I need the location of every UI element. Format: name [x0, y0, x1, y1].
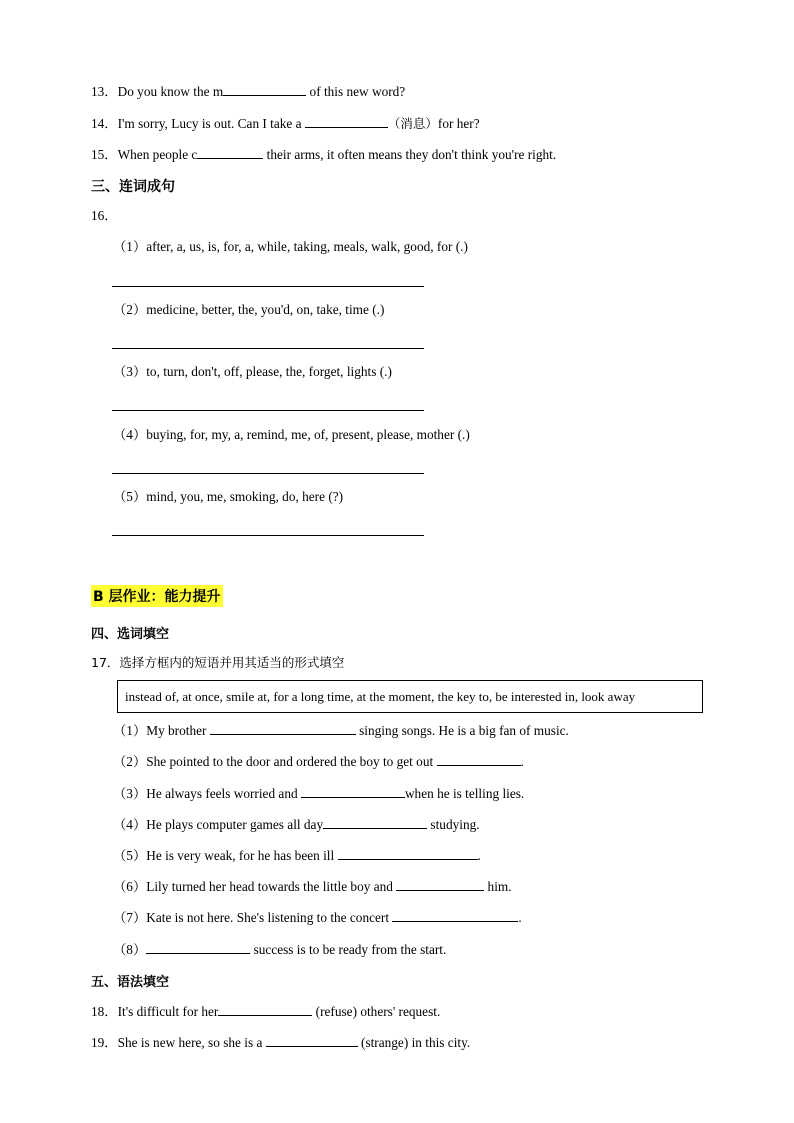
answer-blank[interactable] — [437, 752, 521, 766]
q14-text-after: for her? — [437, 116, 480, 131]
q18-text-after: (refuse) others' request. — [312, 1004, 441, 1019]
q19-text-before: 19．She is new here, so she is a — [91, 1035, 266, 1050]
question-18 — [91, 1002, 440, 1021]
q14-hint: （消息） — [387, 116, 438, 131]
question-17-prompt — [91, 654, 344, 672]
section-heading-5: 五、语法填空 — [91, 975, 170, 990]
q15-text-after: their arms, it often means they don't think you're right. — [263, 147, 557, 162]
q16-item-5: （5）mind, you, me, smoking, do, here (?) — [113, 489, 344, 504]
q17-text: 17．选择方框内的短语并用其适当的形式填空 — [91, 655, 345, 670]
q17-item-text: when he is telling lies. — [404, 786, 525, 801]
answer-blank[interactable] — [338, 846, 478, 860]
q17-item — [113, 846, 481, 865]
answer-blank[interactable] — [392, 908, 518, 922]
q17-item-text: . — [477, 848, 481, 863]
answer-line[interactable] — [112, 535, 424, 536]
q18-text-before: 18．It's difficult for her — [91, 1004, 219, 1019]
answer-blank[interactable] — [396, 877, 484, 891]
question-13 — [91, 82, 405, 101]
q17-item-text: （4）He plays computer games all day — [113, 817, 324, 832]
question-15 — [91, 145, 556, 164]
q17-item-text: him. — [484, 879, 512, 894]
q16-item-3: （3）to, turn, don't, off, please, the, forget, lights (.) — [113, 364, 392, 379]
answer-line[interactable] — [112, 473, 424, 474]
q17-item-text: （5）He is very weak, for he has been ill — [113, 848, 338, 863]
q17-item-text: studying. — [427, 817, 480, 832]
q17-item-text: （2）She pointed to the door and ordered the boy to get out — [113, 754, 437, 769]
q17-item-text: singing songs. He is a big fan of music. — [355, 723, 569, 738]
q17-item — [113, 815, 480, 834]
section-badge: B 层作业：能力提升 — [91, 585, 223, 607]
q17-item-text: . — [518, 910, 522, 925]
answer-blank[interactable] — [197, 145, 263, 159]
q17-item-text: （6）Lily turned her head towards the little boy and — [113, 879, 397, 894]
q17-item-text: . — [520, 754, 524, 769]
answer-blank[interactable] — [146, 940, 250, 954]
q17-item-text: （8） — [113, 942, 147, 957]
word-box: instead of, at once, smile at, for a long time, at the moment, the key to, be interested in, look away — [117, 680, 703, 713]
q17-item — [113, 877, 512, 896]
q17-item-text: （7）Kate is not here. She's listening to the concert — [113, 910, 393, 925]
q14-text-before: 14．I'm sorry, Lucy is out. Can I take a — [91, 116, 305, 131]
q16-item-2: （2）medicine, better, the, you'd, on, take, time (.) — [113, 302, 385, 317]
answer-blank[interactable] — [323, 815, 427, 829]
answer-line[interactable] — [112, 286, 424, 287]
q17-item-text: （3）He always feels worried and — [113, 786, 301, 801]
q17-item — [113, 752, 524, 771]
q17-item-text: success is to be ready from the start. — [250, 942, 447, 957]
q17-item — [113, 721, 569, 740]
q19-text-after: (strange) in this city. — [357, 1035, 471, 1050]
question-14 — [91, 114, 480, 133]
answer-line[interactable] — [112, 410, 424, 411]
q16-item-4: （4）buying, for, my, a, remind, me, of, present, please, mother (.) — [113, 427, 470, 442]
answer-blank[interactable] — [305, 114, 388, 128]
question-19 — [91, 1033, 470, 1052]
section-heading-4: 四、选词填空 — [91, 627, 170, 642]
q15-text-before: 15．When people c — [91, 147, 198, 162]
answer-blank[interactable] — [266, 1033, 358, 1047]
q13-text-after: of this new word? — [306, 84, 406, 99]
question-16-number: 16． — [91, 208, 118, 223]
q17-item-text: （1）My brother — [113, 723, 210, 738]
answer-blank[interactable] — [223, 82, 306, 96]
q17-item — [113, 908, 522, 927]
answer-blank[interactable] — [218, 1002, 312, 1016]
q16-item-1: （1）after, a, us, is, for, a, while, taking, meals, walk, good, for (.) — [113, 239, 468, 254]
answer-blank[interactable] — [301, 784, 405, 798]
section-heading-3: 三、连词成句 — [91, 179, 175, 195]
q17-item — [113, 940, 446, 959]
q17-item — [113, 784, 524, 803]
answer-blank[interactable] — [210, 721, 356, 735]
q13-text-before: 13．Do you know the m — [91, 84, 224, 99]
answer-line[interactable] — [112, 348, 424, 349]
